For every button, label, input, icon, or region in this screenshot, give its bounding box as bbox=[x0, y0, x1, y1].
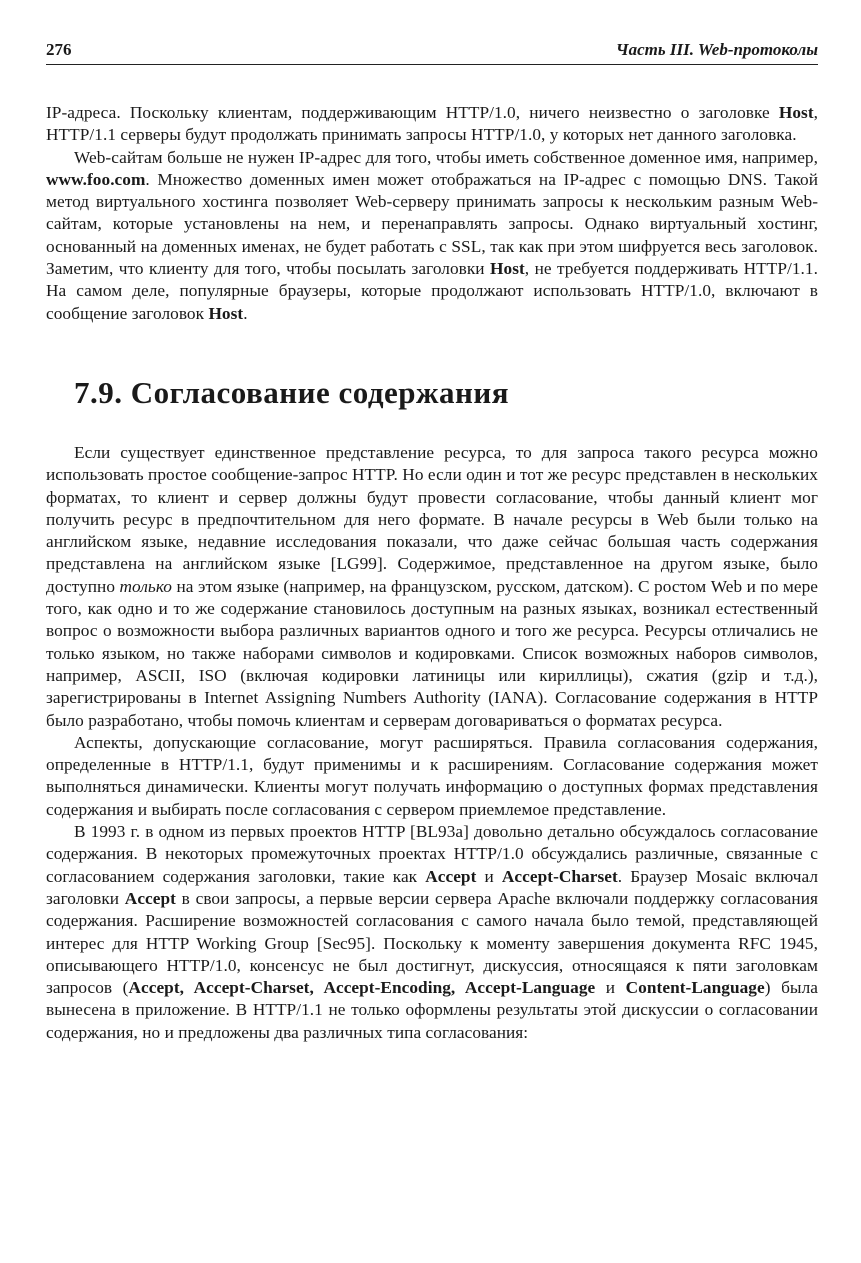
text-run: в свои запросы, а первые версии сервера Apache включали поддержку согласования содержания. Расширение возможностей согласования с самого начала было темой, представляющей интерес для HTTP Working Group [Sec95]. Поскольку к моменту завершения документа RFC 1945, описывающего HTTP/1.0, консенсус не был достигнут, дискуссия, относящаяся к пяти заголовкам запросов ( bbox=[46, 888, 818, 998]
text-run: . Множество доменных имен может отображаться на IP-адрес с помощью DNS. Такой метод виртуального хостинга позволяет Web-серверу принимать запросы к нескольким разным Web-сайтам, которые установлены на нем, и перенаправлять запросы. Однако виртуальный хостинг, основанный на доменных именах, не будет работать с SSL, так как при этом шифруется весь заголовок. Заметим, что клиенту для того, чтобы посылать заголовки bbox=[46, 169, 818, 279]
paragraph bbox=[46, 821, 818, 1044]
page-number: 276 bbox=[46, 40, 72, 59]
text-run: . bbox=[243, 303, 248, 323]
paragraph bbox=[46, 147, 818, 325]
running-title: Часть III. Web-протоколы bbox=[615, 40, 818, 59]
bold-term: Accept bbox=[124, 888, 176, 908]
bold-term: Accept bbox=[425, 866, 477, 886]
text-run: на этом языке (например, на французском, русском, датском). С ростом Web и по мере того, как одно и то же содержание становилось доступным на разных языках, возникал естественный вопрос о возможности выбора различных вариантов одного и того же ресурса. Ресурсы отличались не только языком, но также наборами символов и кодировками. Список возможных наборов символов, например, ASCII, ISO (включая кодировки латиницы или кириллицы), сжатия (gzip и т.д.), зарегистрированы в Internet Assigning Numbers Authority (IANA). Согласование содержания в HTTP было разработано, чтобы помочь клиентам и серверам договариваться о форматах ресурса. bbox=[46, 576, 818, 730]
text-run: ) была вынесена в приложение. В HTTP/1.1 не только оформлены результаты этой дискуссии о согласовании содержания, но и предложены два различных типа согласования: bbox=[46, 978, 818, 1042]
bold-term: Content-Language bbox=[625, 978, 765, 998]
bold-term: Host bbox=[778, 103, 814, 122]
text-run: , HTTP/1.1 серверы будут продолжать принимать запросы HTTP/1.0, у которых нет данного заголовка. bbox=[46, 103, 818, 145]
paragraph bbox=[46, 732, 818, 821]
bold-term: Host bbox=[208, 303, 244, 323]
text-run: Аспекты, допускающие согласование, могут расширяться. Правила согласования содержания, определенные в HTTP/1.1, будут применимы и к расширениям. Согласование содержания может выполняться динамически. Клиенты могут получать информацию о доступных формах представления содержания и выбирать после согласования с сервером приемлемое представление. bbox=[46, 732, 818, 819]
paragraph bbox=[46, 102, 818, 147]
text-run: , не требуется поддерживать HTTP/1.1. На самом деле, популярные браузеры, которые продолжают использовать HTTP/1.0, включают в сообщение заголовок bbox=[46, 259, 818, 323]
text-run: В 1993 г. в одном из первых проектов HTTP [BL93a] довольно детально обсуждалось согласование содержания. В некоторых промежуточных проектах HTTP/1.0 обсуждались различные, связанные с согласованием содержания заголовки, такие как bbox=[46, 822, 818, 886]
book-page bbox=[46, 38, 818, 1044]
text-run: и bbox=[476, 866, 502, 886]
text-run: Web-сайтам больше не нужен IP-адрес для того, чтобы иметь собственное доменное имя, например, bbox=[74, 147, 818, 167]
text-run: . Браузер Mosaic включал заголовки bbox=[46, 866, 819, 908]
text-run: IP-адреса. Поскольку клиентам, поддерживающим HTTP/1.0, ничего неизвестно о заголовке bbox=[46, 103, 779, 122]
bold-term: Accept, Accept-Charset, Accept-Encoding, Accept-Language bbox=[128, 978, 596, 998]
section-heading: 7.9. Согласование содержания bbox=[74, 374, 510, 410]
text-run: Если существует единственное представление ресурса, то для запроса такого ресурса можно использовать простое сообщение-запрос HTTP. Но если один и тот же ресурс представлен в нескольких форматах, то клиент и сервер должны будут провести согласование, чтобы данный клиент мог получить ресурс в предпочтительном для него формате. В начале ресурсы в Web были только на английском языке, недавние исследования показали, что даже сейчас большая часть содержания представлена на английском языке [LG99]. Содержимое, представленное на другом языке, было доступно bbox=[46, 442, 818, 596]
bold-term: www.foo.com bbox=[46, 169, 146, 189]
body-text bbox=[46, 102, 818, 1044]
paragraph bbox=[46, 442, 818, 732]
bold-term: Accept-Charset bbox=[501, 866, 618, 886]
italic-emphasis: только bbox=[119, 576, 172, 596]
running-head bbox=[46, 38, 818, 65]
text-run: и bbox=[595, 978, 626, 998]
bold-term: Host bbox=[490, 259, 525, 279]
